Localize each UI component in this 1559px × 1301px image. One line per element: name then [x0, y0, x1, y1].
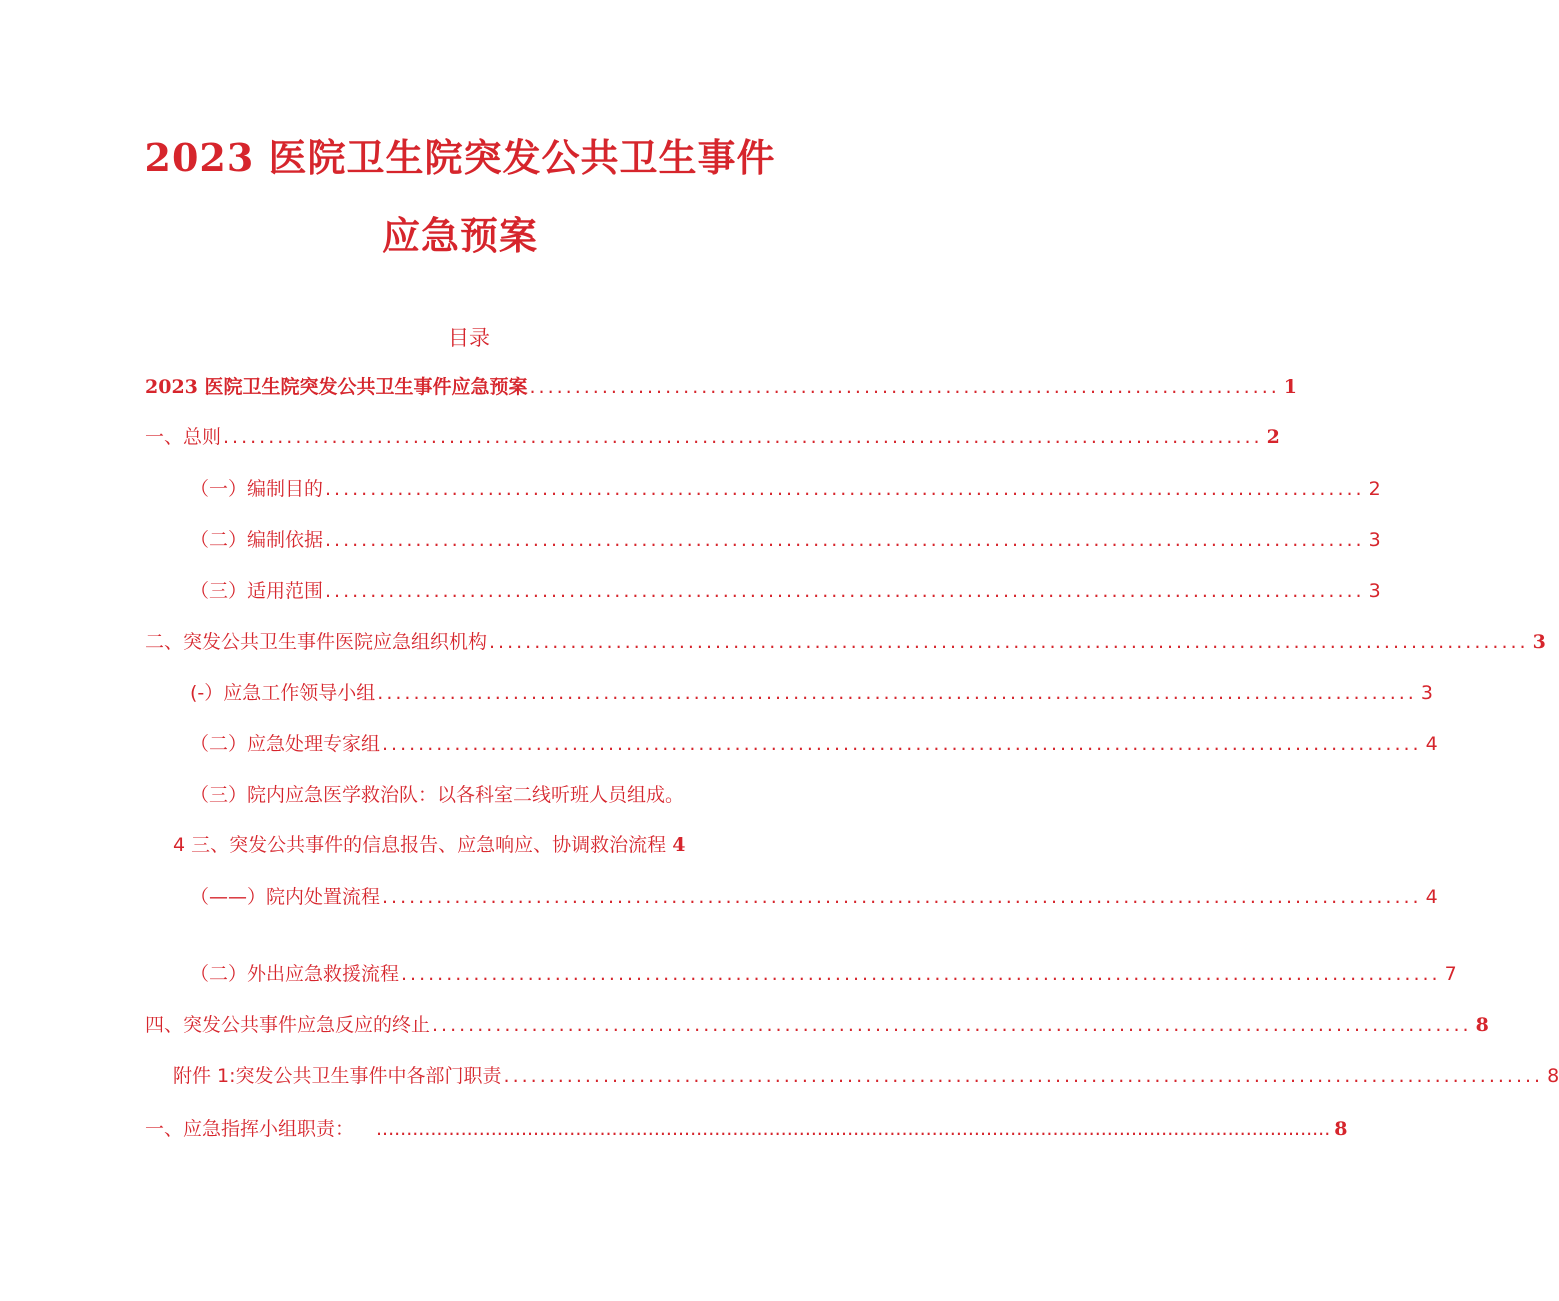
document-title-line-2: 应急预案 — [381, 213, 538, 258]
toc-leader-dots: ................................................................................................................... — [325, 478, 1365, 500]
toc-entry-label: 一、应急指挥小组职责： — [145, 1118, 355, 1140]
toc-entry-page: 3 — [1368, 580, 1381, 602]
toc-entry-page: 4 — [672, 834, 686, 856]
toc-entry[interactable] — [190, 730, 1438, 758]
toc-leader-dots: ................................................................................................................... — [382, 733, 1422, 755]
toc-entry[interactable] — [173, 1062, 1559, 1090]
toc-entry-label: 2023 医院卫生院突发公共卫生事件应急预案 — [145, 376, 528, 398]
toc-entry-label: （二）应急处理专家组 — [190, 733, 381, 755]
toc-leader-dots: ................................................................................................................... — [432, 1014, 1472, 1036]
toc-entry-label: (-）应急工作领导小组 — [190, 682, 376, 704]
toc-entry[interactable] — [190, 679, 1433, 707]
toc-entry-label: 附件 1:突发公共卫生事件中各部门职责 — [173, 1065, 502, 1087]
toc-entry-page: 1 — [1283, 376, 1298, 398]
toc-leader-dots: ................................................................................................................... — [382, 886, 1422, 908]
toc-leader-dots: ................................................................................... — [529, 376, 1280, 398]
toc-entry[interactable] — [190, 781, 684, 809]
toc-entry-label: （二）外出应急救援流程 — [190, 963, 400, 985]
toc-entry-page: 3 — [1368, 529, 1381, 551]
toc-entry-label: （三）适用范围 — [190, 580, 324, 602]
toc-entry-label: （——）院内处置流程 — [190, 886, 381, 908]
toc-entry[interactable] — [145, 373, 1298, 401]
toc-entry-page: 8 — [1334, 1118, 1348, 1140]
toc-entry[interactable] — [145, 628, 1546, 656]
toc-entry-page: 8 — [1547, 1065, 1559, 1087]
toc-entry-label: 三、突发公共事件的信息报告、应急响应、协调救治流程 — [191, 834, 667, 856]
toc-entry-page: 8 — [1475, 1014, 1489, 1036]
toc-entry[interactable] — [190, 475, 1381, 503]
toc-entry[interactable] — [145, 423, 1280, 451]
toc-entry-label: （二）编制依据 — [190, 529, 324, 551]
toc-entry-page: 3 — [1532, 631, 1546, 653]
document-title-line-1: 2023 医院卫生院突发公共卫生事件 — [144, 135, 776, 180]
toc-entry[interactable] — [190, 960, 1457, 988]
toc-entry-page: 4 — [1425, 886, 1438, 908]
toc-entry-label: （一）编制目的 — [190, 478, 324, 500]
toc-entry[interactable] — [173, 831, 685, 859]
toc-leader-dots: ................................................................................................................... — [489, 631, 1529, 653]
toc-entry-label: 一、总则 — [145, 426, 222, 448]
toc-entry-label: （三）院内应急医学救治队：以各科室二线听班人员组成。 — [190, 784, 685, 806]
toc-entry-page: 7 — [1444, 963, 1457, 985]
toc-entry-label: 四、突发公共事件应急反应的终止 — [145, 1014, 431, 1036]
toc-entry[interactable] — [145, 1115, 1348, 1143]
toc-entry-label: 二、突发公共卫生事件医院应急组织机构 — [145, 631, 488, 653]
toc-entry[interactable] — [190, 883, 1438, 911]
toc-entry-page: 3 — [1420, 682, 1433, 704]
toc-entry-page: 2 — [1266, 426, 1280, 448]
toc-leader-dots: ................................................................................................................... — [401, 963, 1441, 985]
toc-leader-dots: ................................................................................................................... — [503, 1065, 1544, 1087]
toc-leader-dots: .............................................................................................................................................................. — [376, 1118, 1331, 1140]
toc-entry[interactable] — [190, 577, 1381, 605]
toc-heading: 目录 — [448, 326, 490, 350]
toc-entry-page: 4 — [173, 834, 186, 856]
toc-leader-dots: ................................................................................................................... — [377, 682, 1417, 704]
toc-entry-page: 4 — [1425, 733, 1438, 755]
toc-leader-dots: ................................................................................................................... — [325, 529, 1365, 551]
toc-leader-dots: ................................................................................................................... — [223, 426, 1263, 448]
toc-entry[interactable] — [145, 1011, 1489, 1039]
toc-entry-page: 2 — [1368, 478, 1381, 500]
toc-entry[interactable] — [190, 526, 1381, 554]
toc-leader-dots: ................................................................................................................... — [325, 580, 1365, 602]
